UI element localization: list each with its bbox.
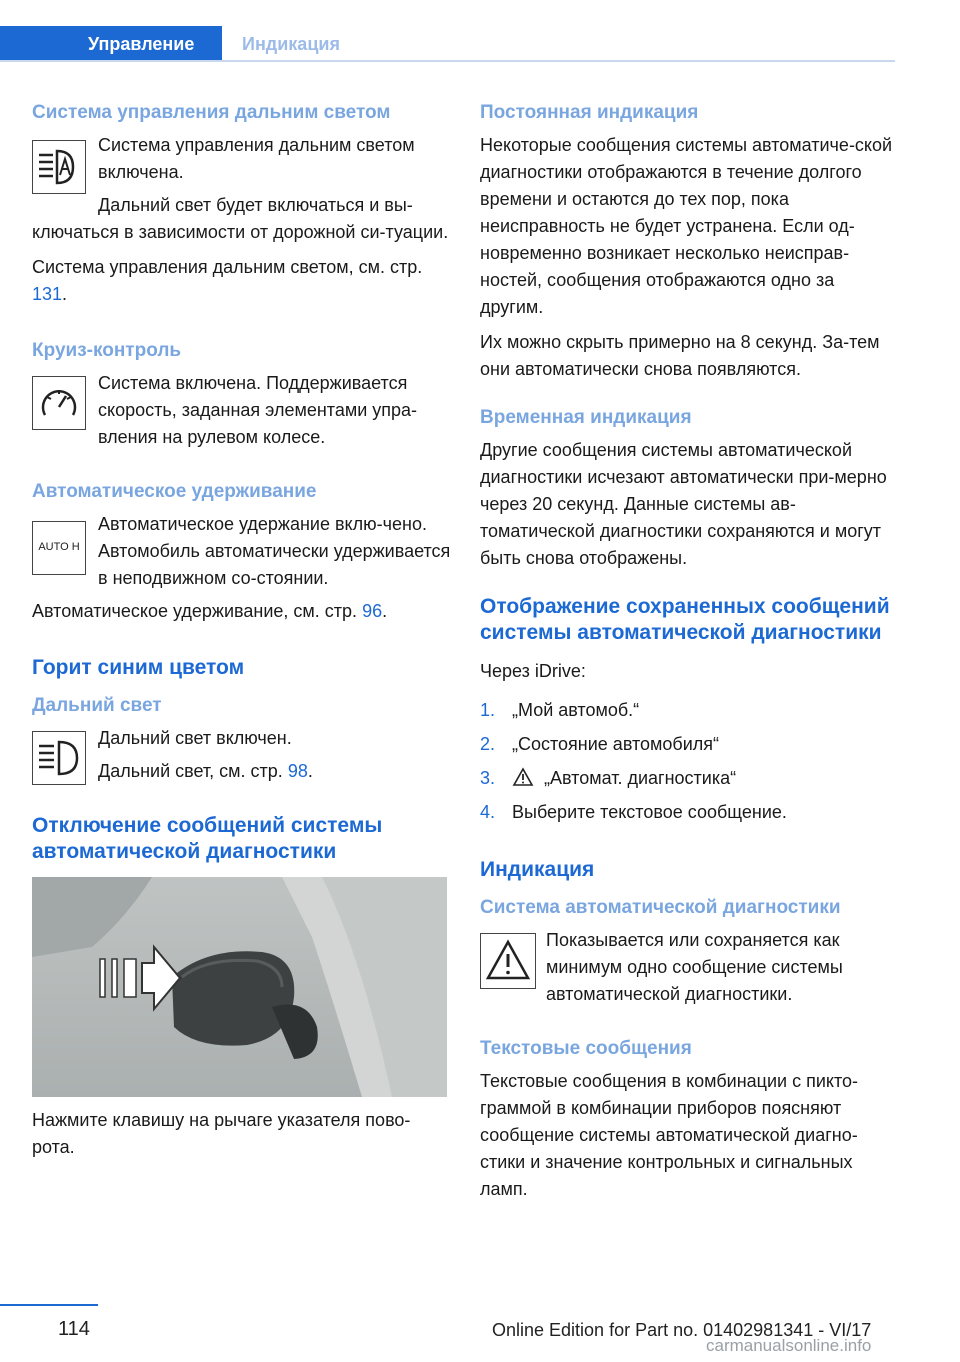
auto-hold-block [32,511,452,592]
via-idrive: Через iDrive: [480,661,586,681]
permanent-hide: Их можно скрыть примерно на 8 секунд. За-тем они автоматически снова появляются. [480,332,880,379]
watermark: carmanualsonline.info [706,1336,872,1355]
section-cruise-control-title: Круиз-контроль [32,340,182,361]
idrive-steps [480,697,900,833]
step-item[interactable]: 3. „Автомат. диагностика“ [480,768,737,788]
high-beam-assist-desc: Дальний свет будет включаться и вы-ключаться в зависимости от дорожной си-туации. [32,195,449,242]
auto-hold-icon [32,521,86,575]
step-item[interactable]: 2. „Состояние автомобиля“ [480,734,720,754]
high-beam-ref: Дальний свет, см. стр. 98. [98,761,313,781]
header-divider [0,60,895,62]
section-permanent-title: Постоянная индикация [480,102,699,123]
heading-saved-messages: Отображение сохраненных сообщений системы автоматической диагностики [480,595,890,644]
page-link-96[interactable]: 96 [362,601,383,621]
left-column [32,100,452,1169]
photo-caption: Нажмите клавишу на рычаге указателя пово-рота. [32,1110,411,1157]
auto-hold-label: AUTO H [38,541,80,553]
page-link-131[interactable]: 131 [32,284,63,304]
section-high-beam-assist-title: Система управления дальним светом [32,102,391,123]
high-beam-icon [32,731,86,785]
tab-control[interactable]: Управление [0,26,222,62]
high-beam-block [32,725,452,785]
heading-lit-blue: Горит синим цветом [32,656,245,679]
heading-disable-messages: Отключение сообщений системы автоматической диагностики [32,814,383,863]
section-auto-hold-title: Автоматическое удерживание [32,481,317,502]
permanent-desc: Некоторые сообщения системы автоматиче-ской диагностики отображаются в течение долгого времени и остаются до тех пор, пока неисправность не будет устранена. Если од-новременно возникает несколько неисправ-ностей, сообщения отображаются одно за другим. [480,135,893,317]
temporary-desc: Другие сообщения системы автоматической диагностики исчезают автоматически при-мерно через 20 секунд. Данные системы ав-томатической диагностики сохраняются и могут быть снова отображены. [480,440,887,568]
warning-icon [512,767,534,787]
diagnostics-desc: Показывается или сохраняется как минимум одно сообщение системы автоматической диагностики. [546,930,843,1004]
high-beam-assist-status: Система управления дальним светом включена. [98,135,415,182]
heading-indication: Индикация [480,858,595,881]
page-number: 114 [58,1318,90,1340]
high-beam-assist-block [32,132,452,186]
auto-hold-ref: Автоматическое удерживание, см. стр. 96. [32,601,388,621]
page-header [0,26,895,62]
step-item[interactable]: 1. „Мой автомоб.“ [480,700,640,720]
turn-signal-lever-photo [32,877,447,1097]
tab-indication[interactable]: Индикация [242,34,340,54]
high-beam-assist-ref: Система управления дальним светом, см. стр. 131. [32,257,423,304]
section-diagnostics-title: Система автоматической диагностики [480,897,841,918]
cruise-control-block [32,370,452,451]
page-link-98[interactable]: 98 [287,761,308,781]
auto-hold-desc: Автоматическое удержание вклю-чено. Автомобиль автоматически удерживается в неподвижном со-стоянии. [98,514,451,588]
section-text-messages-title: Текстовые сообщения [480,1038,692,1059]
high-beam-status: Дальний свет включен. [98,728,292,748]
diagnostics-block [480,927,900,1008]
footer-divider [0,1304,98,1306]
right-column [480,100,900,1211]
warning-triangle-icon [480,933,536,989]
step-item[interactable]: 4. Выберите текстовое сообщение. [480,802,787,822]
cruise-control-icon [32,376,86,430]
edition-note: Online Edition for Part no. 01402981341 - VI/17 [492,1320,872,1340]
cruise-control-desc: Система включена. Поддерживается скорость, заданная элементами упра-вления на рулевом колесе. [98,373,418,447]
section-temporary-title: Временная индикация [480,407,692,428]
text-messages-desc: Текстовые сообщения в комбинации с пикто-граммой в комбинации приборов поясняют сообщение системы автоматической диагно-стики и значение контрольных и сигнальных ламп. [480,1071,859,1199]
section-high-beam-title: Дальний свет [32,695,162,716]
high-beam-assist-icon [32,140,86,194]
